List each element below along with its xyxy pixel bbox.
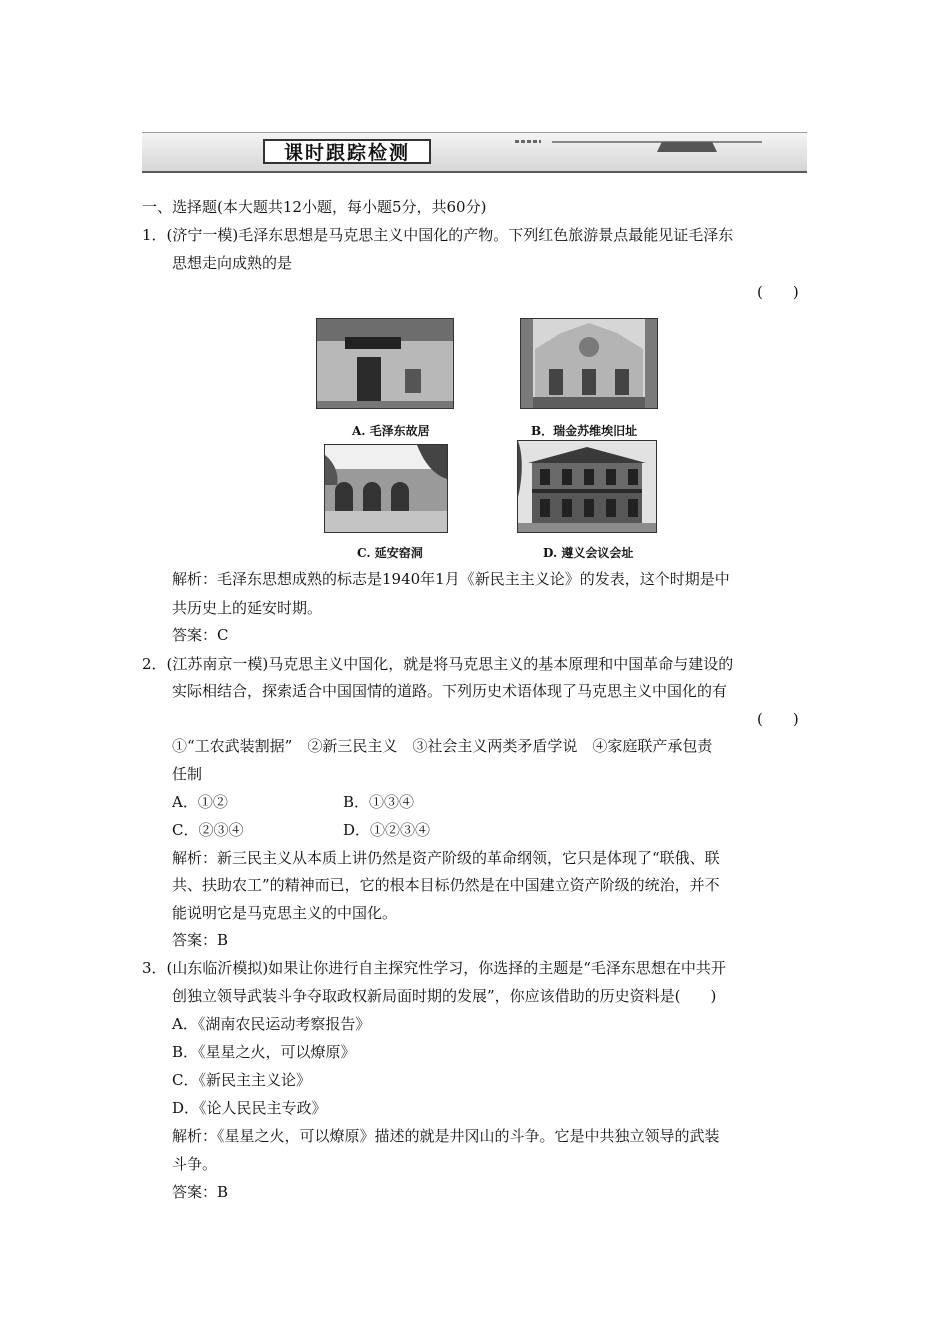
question-2-answer: 答案：B — [172, 931, 229, 949]
photo-caption-b: B．瑞金苏维埃旧址 — [531, 424, 638, 438]
photo-caption-a: A. 毛泽东故居 — [352, 424, 430, 438]
question-2-option-d: D．①②③④ — [343, 821, 431, 839]
question-1-answer-blank: ( ) — [757, 283, 799, 301]
question-1-stem: 1．(济宁一模)毛泽东思想是马克思主义中国化的产物。下列红色旅游景点最能见证毛泽东 — [142, 226, 734, 244]
question-3-answer: 答案：B — [172, 1183, 229, 1201]
question-3-analysis-cont: 斗争。 — [172, 1155, 218, 1173]
question-2-option-a: A．①② — [172, 793, 228, 811]
photo-caption-d: D. 遵义会议会址 — [543, 546, 634, 560]
question-1-analysis-cont: 共历史上的延安时期。 — [172, 599, 323, 617]
question-2-items: ①“工农武装割据” ②新三民主义 ③社会主义两类矛盾学说 ④家庭联产承包责 — [172, 737, 713, 755]
page-title: 课时跟踪检测 — [263, 139, 431, 164]
question-2-items-cont: 任制 — [172, 765, 203, 783]
banner-decoration-tab — [657, 142, 717, 152]
question-3-option-c: C．《新民主主义论》 — [172, 1071, 311, 1089]
question-1-analysis: 解析：毛泽东思想成熟的标志是1940年1月《新民主主义论》的发表，这个时期是中 — [172, 570, 730, 588]
photo-mao-former-residence — [316, 318, 454, 409]
question-2-analysis-cont: 共、扶助农工”的精神而已，它的根本目标仍然是在中国建立资产阶级的统治，并不 — [172, 876, 720, 894]
question-2-option-c: C．②③④ — [172, 821, 244, 839]
question-2-option-b: B．①③④ — [343, 793, 415, 811]
question-3-analysis: 解析：《星星之火，可以燎原》描述的就是井冈山的斗争。它是中共独立领导的武装 — [172, 1127, 720, 1145]
question-3-option-b: B．《星星之火，可以燎原》 — [172, 1043, 356, 1061]
banner-decoration-line — [552, 141, 762, 143]
photo-ruijin-soviet-site — [520, 318, 658, 409]
question-2-analysis: 解析：新三民主义从本质上讲仍然是资产阶级的革命纲领，它只是体现了“联俄、联 — [172, 849, 720, 867]
question-2-analysis-cont2: 能说明它是马克思主义的中国化。 — [172, 904, 398, 922]
photo-caption-c: C. 延安窑洞 — [357, 546, 423, 560]
photo-zunyi-meeting-site — [517, 440, 657, 533]
question-1-answer: 答案：C — [172, 626, 229, 644]
banner-decoration-dots — [515, 140, 541, 143]
question-2-stem-cont: 实际相结合，探索适合中国国情的道路。下列历史术语体现了马克思主义中国化的有 — [172, 682, 728, 700]
section-heading: 一、选择题(本大题共12小题，每小题5分，共60分) — [142, 198, 487, 216]
question-3-option-a: A．《湖南农民运动考察报告》 — [172, 1015, 371, 1033]
question-1-stem-cont: 思想走向成熟的是 — [172, 254, 293, 272]
question-2-stem: 2．(江苏南京一模)马克思主义中国化，就是将马克思主义的基本原理和中国革命与建设的 — [142, 655, 734, 673]
question-3-option-d: D．《论人民民主专政》 — [172, 1099, 327, 1117]
header-banner — [142, 132, 807, 173]
question-2-answer-blank: ( ) — [757, 710, 799, 728]
question-3-stem: 3．(山东临沂模拟)如果让你进行自主探究性学习，你选择的主题是“毛泽东思想在中共开 — [142, 959, 726, 977]
question-3-stem-cont: 创独立领导武装斗争夺取政权新局面时期的发展”，你应该借助的历史资料是( ) — [172, 987, 717, 1005]
photo-yanan-caves — [324, 444, 448, 533]
